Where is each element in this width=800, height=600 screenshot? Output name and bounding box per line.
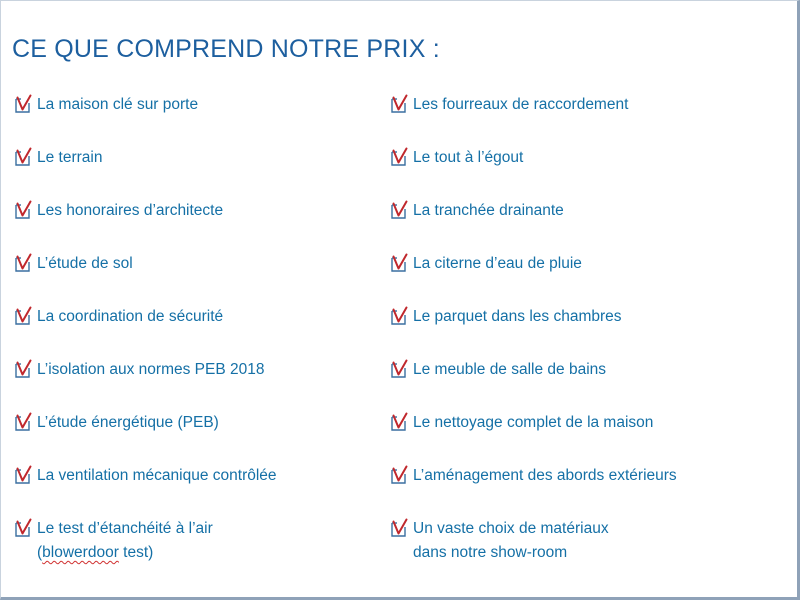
list-item-label: Le parquet dans les chambres (413, 308, 622, 325)
checkbox-check-icon (389, 306, 409, 326)
spellcheck-word: blowerdoor (42, 544, 119, 561)
checkbox-check-icon (389, 518, 409, 538)
list-item-label: Le terrain (37, 149, 103, 166)
list-item-label: Les honoraires d’architecte (37, 202, 224, 219)
page-title: CE QUE COMPREND NOTRE PRIX : (12, 35, 440, 63)
list-item-label: Les fourreaux de raccordement (413, 96, 629, 113)
checkbox-check-icon (13, 412, 33, 432)
open-paren: ( (37, 544, 43, 561)
list-item (389, 464, 759, 517)
checkbox-check-icon (13, 147, 33, 167)
checkbox-check-icon (389, 412, 409, 432)
checkbox-check-icon (13, 359, 33, 379)
list-item-label: La citerne d’eau de pluie (413, 255, 582, 272)
list-item-label: L’étude de sol (37, 255, 133, 272)
list-item-line1: Le test d’étanchéité à l’air (37, 520, 213, 537)
list-item-line2: dans notre show-room (413, 544, 568, 561)
checkbox-check-icon (13, 200, 33, 220)
list-item-label: Le nettoyage complet de la maison (413, 414, 654, 431)
list-item-label (37, 517, 213, 565)
list-item-line2-rest: test) (118, 544, 154, 561)
list-item (389, 146, 759, 199)
checkbox-check-icon (389, 94, 409, 114)
list-item-label (413, 517, 609, 565)
inclusions-list-right (389, 93, 759, 570)
list-item-label: Le meuble de salle de bains (413, 361, 607, 378)
list-item (13, 146, 383, 199)
list-item (13, 305, 383, 358)
list-item (13, 411, 383, 464)
checkbox-check-icon (13, 518, 33, 538)
checkbox-check-icon (13, 94, 33, 114)
list-item-label: La coordination de sécurité (37, 308, 224, 325)
list-item (13, 517, 383, 570)
list-item (13, 464, 383, 517)
list-item-label: La ventilation mécanique contrôlée (37, 467, 277, 484)
checkbox-check-icon (389, 465, 409, 485)
list-item-label: L’isolation aux normes PEB 2018 (37, 361, 265, 378)
list-item-label: L’aménagement des abords extérieurs (413, 467, 677, 484)
inclusions-list-left (13, 93, 383, 570)
list-item (389, 305, 759, 358)
list-item (389, 358, 759, 411)
list-item (13, 358, 383, 411)
list-item (389, 93, 759, 146)
list-item (13, 93, 383, 146)
checkbox-check-icon (13, 253, 33, 273)
list-item (389, 411, 759, 464)
list-item-label: Le tout à l’égout (413, 149, 524, 166)
list-item-label: La maison clé sur porte (37, 96, 199, 113)
list-item (389, 199, 759, 252)
checkbox-check-icon (13, 306, 33, 326)
checkbox-check-icon (389, 200, 409, 220)
list-item (389, 517, 759, 570)
checkbox-check-icon (13, 465, 33, 485)
checkbox-check-icon (389, 253, 409, 273)
list-item (13, 252, 383, 305)
list-item (389, 252, 759, 305)
checkbox-check-icon (389, 147, 409, 167)
list-item (13, 199, 383, 252)
list-item-label: L’étude énergétique (PEB) (37, 414, 219, 431)
list-item-line1: Un vaste choix de matériaux (413, 520, 609, 537)
list-item-label: La tranchée drainante (413, 202, 564, 219)
checkbox-check-icon (389, 359, 409, 379)
list-item-line2 (37, 541, 213, 565)
